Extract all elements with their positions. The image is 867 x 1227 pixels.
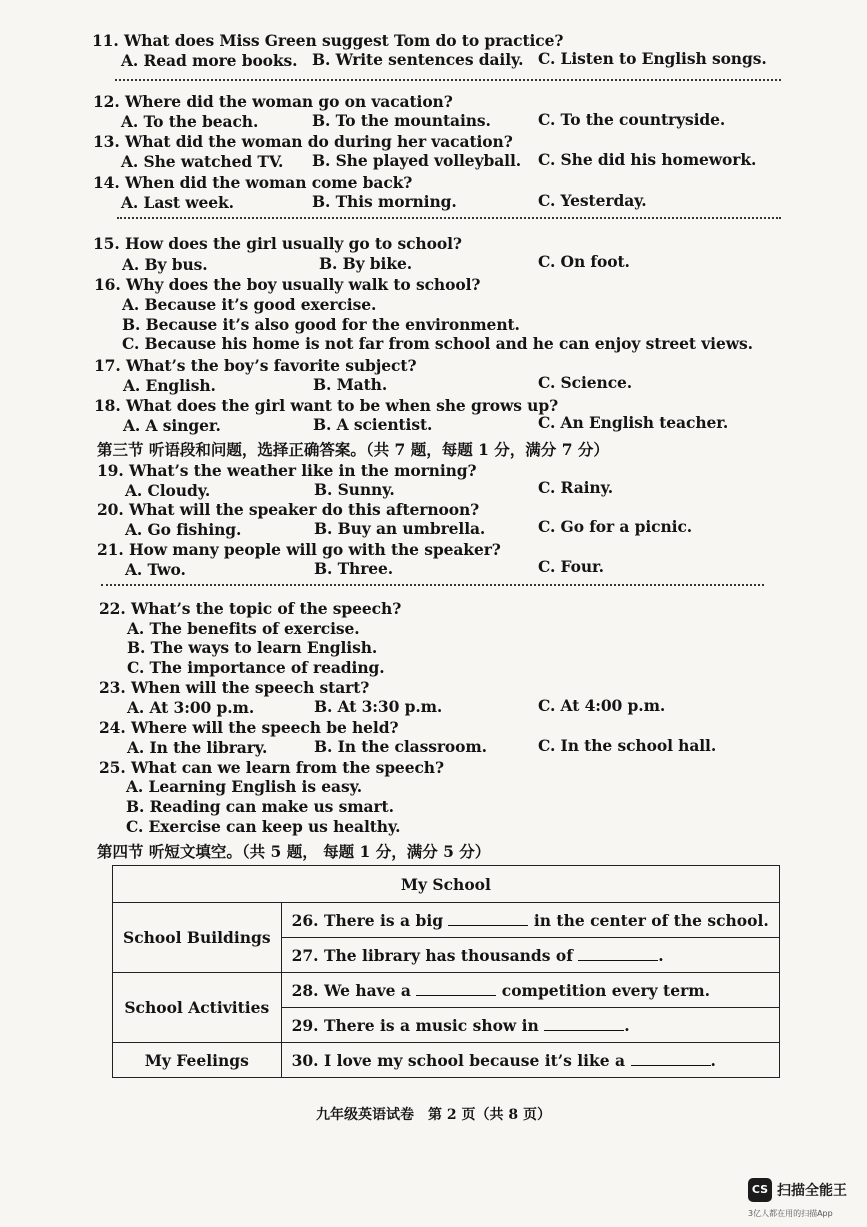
item-26: 26. There is a big in the center of the school.	[281, 903, 779, 938]
table-title: My School	[113, 866, 780, 903]
option-25a: A. Learning English is easy.	[126, 777, 363, 796]
question-18: 18. What does the girl want to be when she grows up?	[94, 396, 559, 415]
answer-blank-30[interactable]	[631, 1053, 711, 1066]
option-18a: A. A singer.	[123, 416, 221, 435]
page-footer: 九年级英语试卷 第 2 页（共 8 页）	[316, 1107, 551, 1123]
section-3-heading: 第三节 听语段和问题，选择正确答案。（共 7 题，每题 1 分，满分 7 分）	[97, 440, 609, 459]
question-13: 13. What did the woman do during her vacation?	[93, 132, 513, 151]
question-23: 23. When will the speech start?	[99, 678, 370, 697]
option-12b: B. To the mountains.	[312, 111, 491, 130]
question-15: 15. How does the girl usually go to school?	[93, 234, 462, 253]
option-24a: A. In the library.	[127, 738, 268, 757]
option-20a: A. Go fishing.	[125, 520, 242, 539]
option-21c: C. Four.	[538, 557, 604, 576]
camscanner-logo-icon: CS	[748, 1178, 772, 1202]
category-my-feelings: My Feelings	[113, 1043, 282, 1078]
divider	[117, 217, 781, 219]
option-16a: A. Because it’s good exercise.	[122, 295, 377, 314]
question-17: 17. What’s the boy’s favorite subject?	[94, 356, 417, 375]
scanner-app-name: 扫描全能王	[777, 1183, 847, 1199]
option-21a: A. Two.	[125, 560, 186, 579]
item-27: 27. The library has thousands of .	[281, 938, 779, 973]
answer-blank-27[interactable]	[578, 948, 658, 961]
option-22c: C. The importance of reading.	[127, 658, 385, 677]
scanner-watermark	[748, 1178, 860, 1222]
option-11a: A. Read more books.	[121, 51, 298, 70]
question-16: 16. Why does the boy usually walk to school?	[94, 275, 481, 294]
category-school-activities: School Activities	[113, 973, 282, 1043]
option-22a: A. The benefits of exercise.	[127, 619, 360, 638]
section-4-heading: 第四节 听短文填空。（共 5 题， 每题 1 分，满分 5 分）	[97, 842, 491, 861]
option-16c: C. Because his home is not far from school and he can enjoy street views.	[122, 334, 753, 353]
option-23b: B. At 3:30 p.m.	[314, 697, 443, 716]
option-20c: C. Go for a picnic.	[538, 517, 693, 536]
option-16b: B. Because it’s also good for the environment.	[122, 315, 520, 334]
question-25: 25. What can we learn from the speech?	[99, 758, 444, 777]
question-24: 24. Where will the speech be held?	[99, 718, 399, 737]
category-school-buildings: School Buildings	[113, 903, 282, 973]
option-25b: B. Reading can make us smart.	[126, 797, 394, 816]
option-15b: B. By bike.	[319, 254, 413, 273]
scanner-tagline: 3亿人都在用的扫描App	[748, 1209, 833, 1218]
question-19: 19. What’s the weather like in the morning?	[97, 461, 477, 480]
option-22b: B. The ways to learn English.	[127, 638, 378, 657]
question-21: 21. How many people will go with the speaker?	[97, 540, 501, 559]
option-14a: A. Last week.	[121, 193, 234, 212]
option-13a: A. She watched TV.	[121, 152, 284, 171]
option-17a: A. English.	[123, 376, 216, 395]
option-11c: C. Listen to English songs.	[538, 49, 767, 68]
option-13c: C. She did his homework.	[538, 150, 757, 169]
option-24c: C. In the school hall.	[538, 736, 717, 755]
option-15c: C. On foot.	[538, 252, 630, 271]
option-17b: B. Math.	[313, 375, 388, 394]
fill-in-table	[112, 865, 780, 1078]
option-20b: B. Buy an umbrella.	[314, 519, 486, 538]
item-30: 30. I love my school because it’s like a .	[281, 1043, 779, 1078]
answer-blank-29[interactable]	[544, 1018, 624, 1031]
option-17c: C. Science.	[538, 373, 633, 392]
option-12c: C. To the countryside.	[538, 110, 726, 129]
option-19b: B. Sunny.	[314, 480, 395, 499]
option-24b: B. In the classroom.	[314, 737, 487, 756]
option-15a: A. By bus.	[122, 255, 208, 274]
answer-blank-28[interactable]	[416, 983, 496, 996]
option-13b: B. She played volleyball.	[312, 151, 522, 170]
option-23a: A. At 3:00 p.m.	[127, 698, 255, 717]
option-25c: C. Exercise can keep us healthy.	[126, 817, 401, 836]
question-12: 12. Where did the woman go on vacation?	[93, 92, 453, 111]
option-14b: B. This morning.	[312, 192, 457, 211]
option-11b: B. Write sentences daily.	[312, 50, 524, 69]
divider	[115, 79, 781, 81]
question-20: 20. What will the speaker do this afternoon?	[97, 500, 480, 519]
option-21b: B. Three.	[314, 559, 394, 578]
question-11: 11. What does Miss Green suggest Tom do to practice?	[92, 31, 564, 50]
option-19a: A. Cloudy.	[125, 481, 211, 500]
answer-blank-26[interactable]	[448, 913, 528, 926]
option-18c: C. An English teacher.	[538, 413, 729, 432]
option-12a: A. To the beach.	[121, 112, 259, 131]
divider	[101, 584, 764, 586]
option-18b: B. A scientist.	[313, 415, 433, 434]
option-23c: C. At 4:00 p.m.	[538, 696, 666, 715]
item-28: 28. We have a competition every term.	[281, 973, 779, 1008]
question-22: 22. What’s the topic of the speech?	[99, 599, 402, 618]
option-19c: C. Rainy.	[538, 478, 614, 497]
item-29: 29. There is a music show in .	[281, 1008, 779, 1043]
option-14c: C. Yesterday.	[538, 191, 647, 210]
question-14: 14. When did the woman come back?	[93, 173, 413, 192]
